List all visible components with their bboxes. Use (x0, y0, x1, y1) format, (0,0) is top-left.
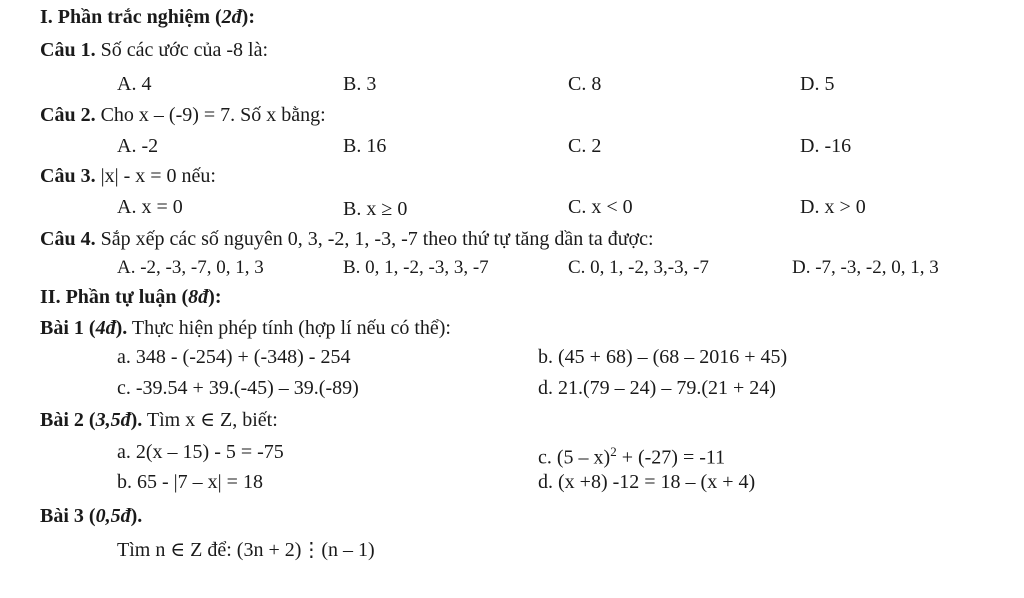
q1-option-d: D. 5 (800, 73, 835, 95)
exercise-2-label-end: ). (130, 409, 143, 431)
q3-option-d: D. x > 0 (800, 196, 866, 218)
q3-option-b: B. x ≥ 0 (343, 198, 408, 220)
exercise-2-points: 3,5đ (95, 409, 131, 431)
q3-option-c: C. x < 0 (568, 196, 633, 218)
part1-title-end: ): (241, 6, 255, 28)
exercise-2 (40, 408, 278, 432)
part1-points: 2đ (221, 6, 242, 28)
ex2-item-c (538, 440, 725, 470)
exercise-1-label-end: ). (115, 317, 128, 339)
ex2-item-b: b. 65 - |7 – x| = 18 (117, 471, 263, 493)
exercise-3 (40, 504, 142, 528)
exercise-3-label: Bài 3 ( (40, 505, 96, 527)
ex1-item-b: b. (45 + 68) – (68 – 2016 + 45) (538, 346, 788, 368)
ex2-item-c-rest: + (-27) = -11 (616, 446, 726, 469)
exercise-1-points: 4đ (95, 317, 116, 339)
question-4-text: Sắp xếp các số nguyên 0, 3, -2, 1, -3, -7 theo thứ tự tăng dần ta được: (95, 228, 654, 250)
part1-title: I. Phần trắc nghiệm ( (40, 6, 222, 28)
part2-points: 8đ (188, 286, 209, 308)
q4-option-b: B. 0, 1, -2, -3, 3, -7 (343, 257, 489, 278)
ex2-item-c-base: c. (5 – x) (538, 446, 611, 469)
part1-heading (40, 5, 255, 29)
q2-option-c: C. 2 (568, 135, 602, 157)
question-1-text: Số các ước của -8 là: (95, 39, 269, 61)
q2-option-a: A. -2 (117, 135, 159, 157)
question-3-label: Câu 3. (40, 165, 96, 187)
q1-option-c: C. 8 (568, 73, 602, 95)
exercise-1-label: Bài 1 ( (40, 317, 96, 339)
part2-title: II. Phần tự luận ( (40, 286, 189, 308)
q1-option-a: A. 4 (117, 73, 152, 95)
question-2-text: Cho x – (-9) = 7. Số x bằng: (95, 104, 326, 126)
exercise-3-points: 0,5đ (95, 505, 131, 527)
question-1-label: Câu 1. (40, 39, 96, 61)
exercise-2-label: Bài 2 ( (40, 409, 96, 431)
q4-option-a: A. -2, -3, -7, 0, 1, 3 (117, 257, 264, 278)
exercise-3-label-end: ). (130, 505, 143, 527)
part2-title-end: ): (208, 286, 222, 308)
q4-option-d: D. -7, -3, -2, 0, 1, 3 (792, 257, 939, 278)
exercise-1-text: Thực hiện phép tính (hợp lí nếu có thể): (127, 317, 451, 339)
q4-option-c: C. 0, 1, -2, 3,-3, -7 (568, 257, 709, 278)
ex2-item-c-exponent: 2 (610, 444, 617, 459)
ex1-item-c: c. -39.54 + 39.(-45) – 39.(-89) (117, 377, 359, 399)
q1-option-b: B. 3 (343, 73, 377, 95)
question-3 (40, 164, 216, 188)
exercise-1 (40, 316, 451, 340)
ex1-item-d: d. 21.(79 – 24) – 79.(21 + 24) (538, 377, 776, 399)
question-2 (40, 103, 326, 127)
part2-heading (40, 285, 221, 309)
q3-option-a: A. x = 0 (117, 196, 183, 218)
q2-option-d: D. -16 (800, 135, 852, 157)
question-4 (40, 227, 654, 251)
question-2-label: Câu 2. (40, 104, 96, 126)
question-1 (40, 38, 268, 62)
exercise-2-text: Tìm x ∈ Z, biết: (142, 409, 278, 431)
question-3-text: |x| - x = 0 nếu: (95, 165, 216, 187)
ex2-item-a: a. 2(x – 15) - 5 = -75 (117, 441, 284, 463)
ex2-item-d: d. (x +8) -12 = 18 – (x + 4) (538, 471, 756, 493)
q2-option-b: B. 16 (343, 135, 387, 157)
question-4-label: Câu 4. (40, 228, 96, 250)
ex3-task: Tìm n ∈ Z để: (3n + 2)⋮(n – 1) (117, 539, 375, 561)
ex1-item-a: a. 348 - (-254) + (-348) - 254 (117, 346, 351, 368)
